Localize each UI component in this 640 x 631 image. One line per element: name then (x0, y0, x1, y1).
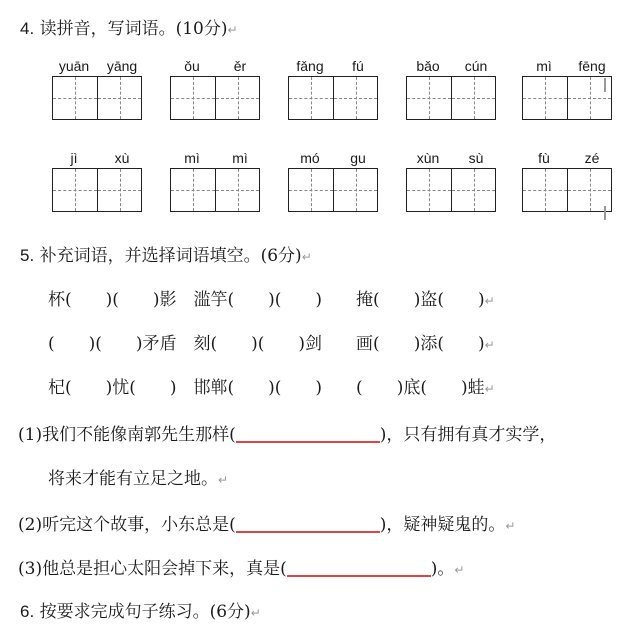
pinyin-syllable: mì (184, 150, 200, 166)
pinyin-item-2 (168, 58, 264, 120)
sentence-1-continued (48, 464, 228, 489)
idiom-row-text: ( )( )矛盾 刻( )( )剑 画( )添( ) (48, 334, 485, 354)
sentence-1-start: (1)我们不能像南郭先生那样( (18, 425, 236, 445)
pinyin-syllable: ǒu (184, 58, 200, 74)
return-mark-icon: ↵ (505, 519, 516, 533)
pinyin-syllable: xùn (416, 150, 440, 166)
return-mark-icon: ↵ (484, 338, 495, 352)
writing-grid[interactable] (406, 168, 496, 212)
sentence-1 (18, 420, 556, 445)
pinyin-item-8 (286, 150, 382, 212)
pinyin-syllable: ěr (233, 58, 247, 74)
q5-number: 5. (20, 246, 35, 265)
idiom-row-text: 杯( )( )影 滥竽( )( ) 掩( )盗( ) (48, 290, 485, 310)
pinyin-item-9 (404, 150, 500, 212)
sentence-2 (18, 510, 515, 535)
return-mark-icon: ↵ (484, 382, 495, 396)
return-mark-icon: ↵ (484, 294, 495, 308)
q4-heading (20, 14, 238, 39)
q4-title: 读拼音，写词语。(10分) (39, 19, 228, 39)
pinyin-syllable: mì (232, 150, 248, 166)
pinyin-syllable: fǎng (296, 58, 324, 74)
pinyin-syllable: yuān (58, 58, 90, 74)
q5-title: 补充词语，并选择词语填空。(6分) (39, 246, 302, 266)
pinyin-syllable: fú (352, 58, 364, 74)
writing-grid[interactable] (288, 76, 378, 120)
pinyin-item-4 (404, 58, 500, 120)
sentence-3-start: (3)他总是担心太阳会掉下来，真是( (18, 559, 287, 579)
pinyin-syllable: cún (464, 58, 488, 74)
margin-mark (604, 78, 606, 92)
pinyin-syllable: gu (350, 150, 366, 166)
idiom-row-text: 杞( )忧( ) 邯郸( )( ) ( )底( )蛙 (48, 378, 485, 398)
return-mark-icon: ↵ (301, 250, 312, 264)
writing-grid[interactable] (52, 76, 142, 120)
writing-grid[interactable] (288, 168, 378, 212)
q6-title: 按要求完成句子练习。(6分) (39, 602, 251, 622)
pinyin-syllable: xù (114, 150, 130, 166)
idiom-row-3 (48, 373, 495, 398)
answer-blank[interactable] (287, 557, 431, 577)
pinyin-item-7 (168, 150, 264, 212)
pinyin-syllable: sù (468, 150, 484, 166)
return-mark-icon: ↵ (250, 606, 261, 620)
writing-grid[interactable] (170, 168, 260, 212)
idiom-row-1 (48, 285, 495, 310)
q4-number: 4. (20, 19, 35, 38)
pinyin-syllable: zé (584, 150, 600, 166)
pinyin-syllable: mó (300, 150, 320, 166)
pinyin-syllable: yāng (106, 58, 138, 74)
sentence-1-end: )，只有拥有真才实学， (379, 425, 557, 445)
q5-heading (20, 241, 312, 266)
sentence-2-end: )，疑神疑鬼的。 (379, 515, 506, 535)
writing-grid[interactable] (522, 168, 612, 212)
return-mark-icon: ↵ (454, 563, 465, 577)
q6-heading (20, 597, 261, 622)
writing-grid[interactable] (522, 76, 612, 120)
return-mark-icon: ↵ (227, 23, 238, 37)
answer-blank[interactable] (236, 423, 380, 443)
pinyin-syllable: jì (70, 150, 78, 166)
sentence-3 (18, 554, 464, 579)
writing-grid[interactable] (52, 168, 142, 212)
pinyin-syllable: fù (538, 150, 550, 166)
pinyin-syllable: bǎo (416, 58, 440, 74)
pinyin-item-6 (50, 150, 146, 212)
pinyin-item-3 (286, 58, 382, 120)
pinyin-syllable: fēng (578, 58, 606, 74)
answer-blank[interactable] (236, 513, 380, 533)
writing-grid[interactable] (406, 76, 496, 120)
idiom-row-2 (48, 329, 495, 354)
return-mark-icon: ↵ (218, 473, 229, 487)
writing-grid[interactable] (170, 76, 260, 120)
sentence-3-end: )。 (430, 559, 455, 579)
pinyin-item-10 (520, 150, 616, 212)
sentence-1-tail: 将来才能有立足之地。 (48, 469, 218, 489)
sentence-2-start: (2)听完这个故事，小东总是( (18, 515, 236, 535)
q6-number: 6. (20, 602, 35, 621)
pinyin-item-1 (50, 58, 146, 120)
margin-mark (604, 206, 606, 220)
pinyin-syllable: mì (536, 58, 552, 74)
pinyin-item-5 (520, 58, 616, 120)
